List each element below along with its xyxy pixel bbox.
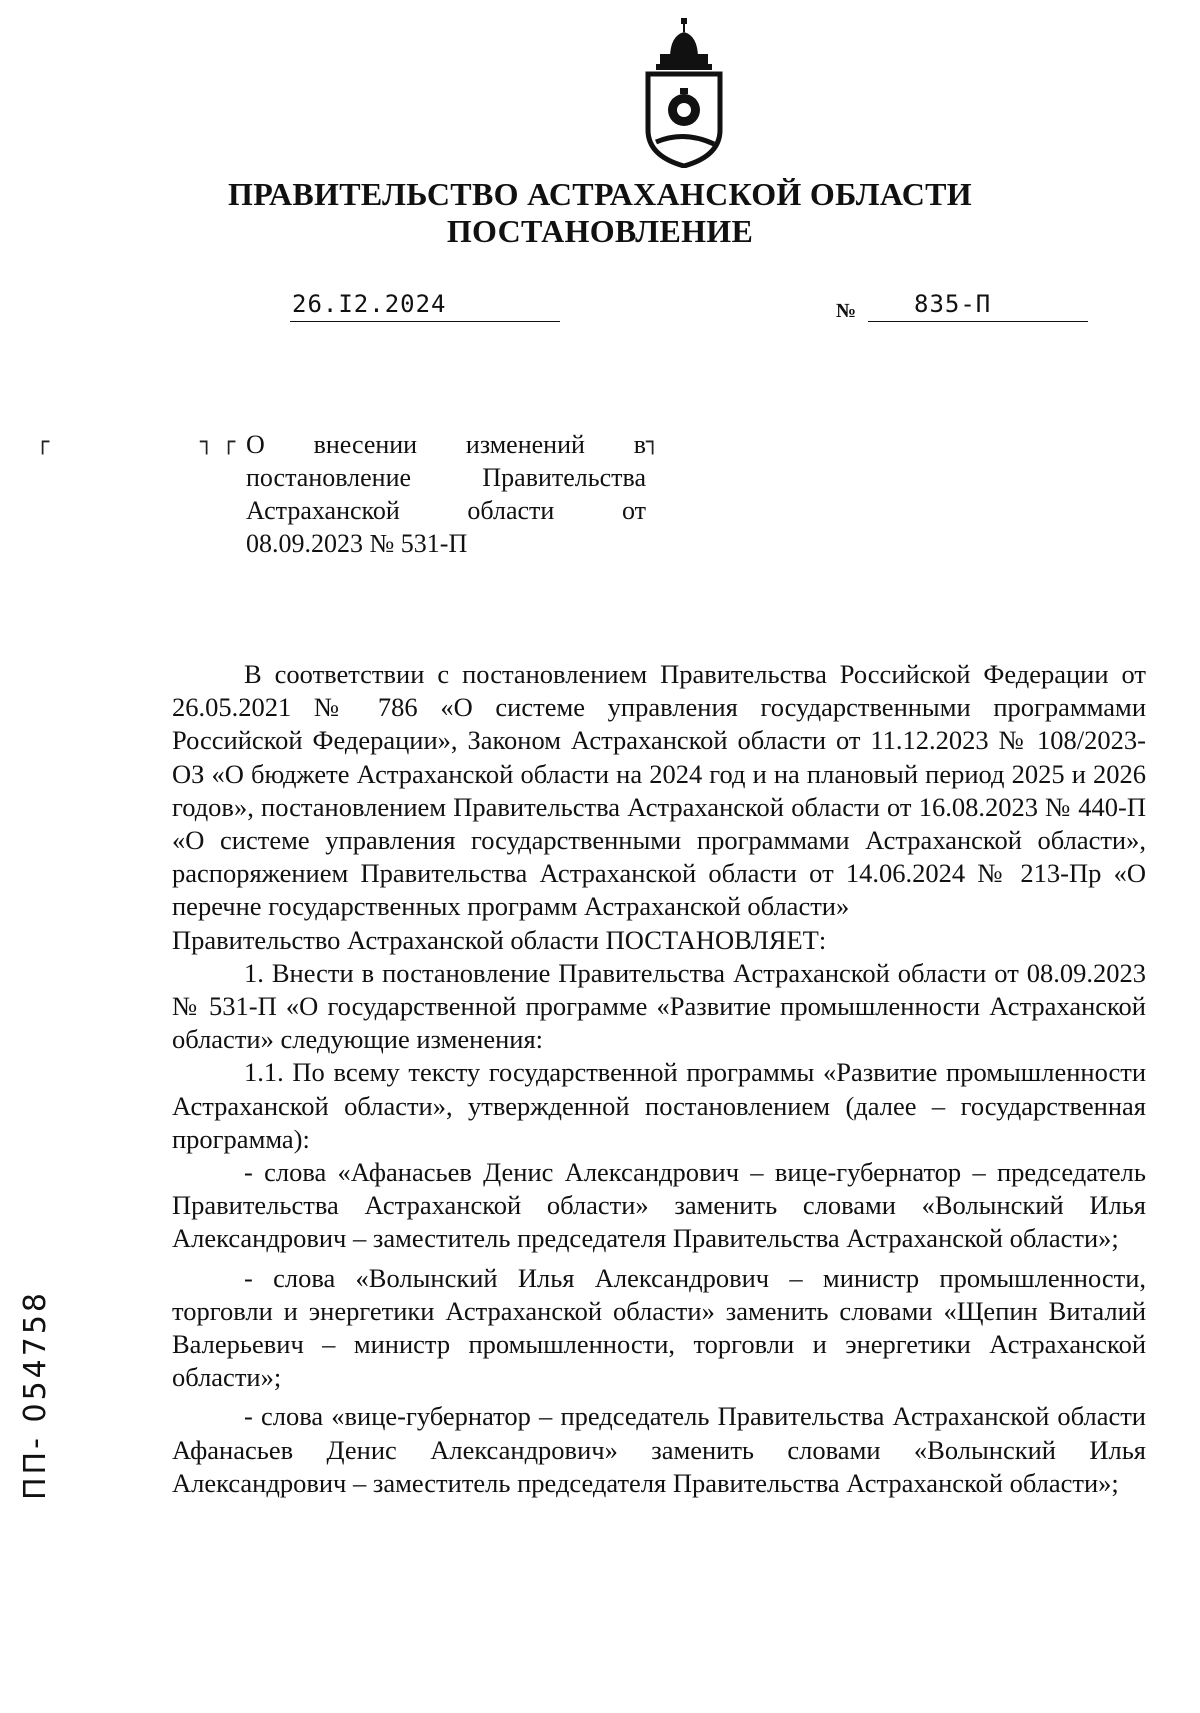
number-sign: №	[836, 300, 857, 322]
organization-name: ПРАВИТЕЛЬСТВО АСТРАХАНСКОЙ ОБЛАСТИ	[228, 176, 972, 212]
item-1-1: 1.1. По всему тексту государственной программы «Развитие промышленности Астраханской области», утвержденной постановлением (далее – государственная программа):	[172, 1057, 1146, 1154]
document-subject: О внесении изменений в постановление Правительства Астраханской области от 08.09.2023 № 531-П	[246, 430, 646, 558]
document-number: 835-П	[914, 290, 992, 318]
document-body	[172, 658, 1146, 1500]
bullet-1: - слова «Афанасьев Денис Александрович – вице-губернатор – председатель Правительства Астраханской области» заменить словами «Волынский Илья Александрович – заместитель председателя Правительства Астраханской области»;	[172, 1157, 1146, 1254]
document-type: ПОСТАНОВЛЕНИЕ	[446, 213, 754, 249]
item-1: 1. Внести в постановление Правительства Астраханской области от 08.09.2023 № 531-П «О государственной программе «Развитие промышленности Астраханской области» следующие изменения:	[172, 957, 1146, 1055]
corner-mark-subject-left: ┌	[222, 430, 236, 455]
corner-mark-subject-right: ┐	[200, 430, 214, 455]
corner-mark-subject-end: ┐	[646, 430, 660, 455]
form-serial-number: ПП- 054758	[18, 1290, 53, 1500]
decree-statement: Правительство Астраханской области ПОСТАНОВЛЯЕТ:	[172, 924, 827, 955]
coat-of-arms-emblem	[640, 18, 728, 168]
corner-mark-left: ┌	[36, 430, 50, 455]
document-date: 26.I2.2024	[292, 290, 447, 318]
number-underline	[868, 321, 1088, 322]
preamble-paragraph: В соответствии с постановлением Правительства Российской Федерации от 26.05.2021 № 786 «О системе управления государственными программами Российской Федерации», Законом Астраханской области от 11.12.2023 № 108/2023-ОЗ «О бюджете Астраханской области на 2024 год и на плановый период 2025 и 2026 годов», постановлением Правительства Астраханской области от 16.08.2023 № 440-П «О системе управления государственными программами Астраханской области», распоряжением Правительства Астраханской области от 14.06.2024 № 213-Пр «О перечне государственных программ Астраханской области»	[172, 659, 1146, 922]
date-underline	[290, 321, 560, 322]
bullet-3: - слова «вице-губернатор – председатель Правительства Астраханской области Афанасьев Денис Александрович» заменить словами «Волынский Илья Александрович – заместитель председателя Правительства Астраханской области»;	[172, 1401, 1146, 1498]
bullet-2: - слова «Волынский Илья Александрович – министр промышленности, торговли и энергетики Астраханской области» заменить словами «Щепин Виталий Валерьевич – министр промышленности, торговли и энергетики Астраханской области»;	[172, 1262, 1146, 1393]
